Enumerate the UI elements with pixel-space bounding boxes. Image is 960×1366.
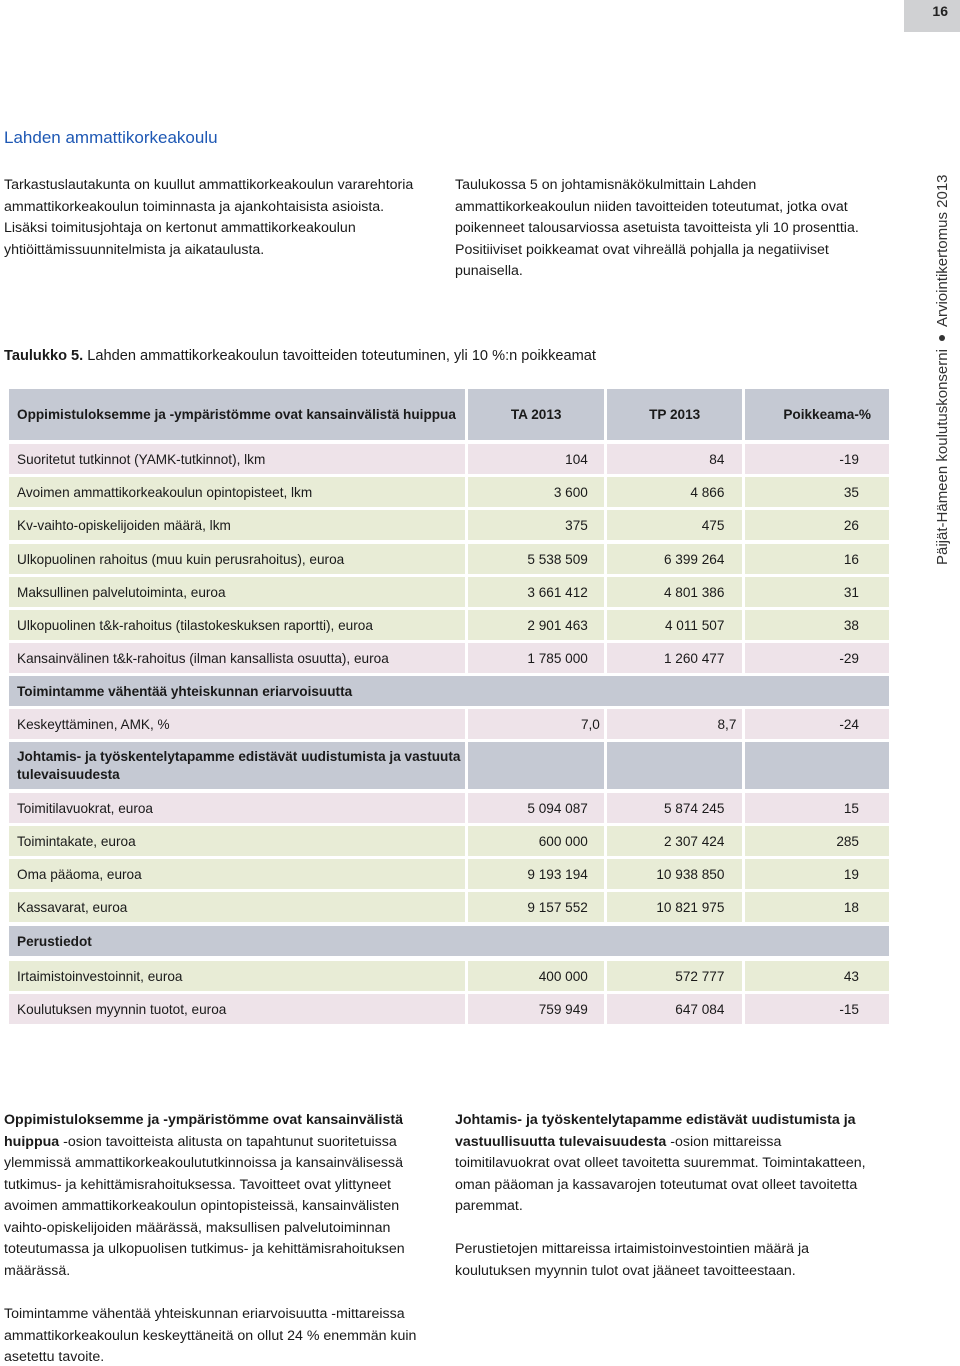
row-ta: 400 000	[468, 961, 604, 991]
section-title: Perustiedot	[9, 926, 889, 956]
section-title: Toimintamme vähentää yhteiskunnan eriarvoisuutta	[9, 676, 889, 706]
caption-text: Lahden ammattikorkeakoulun tavoitteiden toteutuminen, yli 10 %:n poikkeamat	[87, 348, 596, 364]
row-ta: 3 661 412	[468, 577, 604, 607]
table-row	[9, 961, 889, 991]
row-ta: 5 094 087	[468, 793, 604, 823]
bottom-left-paragraph-1	[4, 1110, 422, 1282]
paragraph-lead: Oppimistuloksemme ja -ympäristömme ovat kansainvälistä huippua	[4, 1112, 403, 1150]
header-title-cell: Oppimistuloksemme ja -ympäristömme ovat kansainvälistä huippua	[9, 389, 465, 440]
row-deviation: -15	[745, 994, 889, 1024]
bottom-right-paragraph-1	[455, 1110, 873, 1218]
table-row	[9, 610, 889, 640]
empty-cell	[745, 742, 889, 789]
side-running-header	[930, 115, 956, 565]
row-label: Kassavarat, euroa	[9, 892, 465, 922]
row-ta: 7,0	[468, 709, 604, 739]
row-deviation: 26	[745, 510, 889, 540]
table-row	[9, 643, 889, 673]
row-tp: 2 307 424	[607, 826, 743, 856]
table-header-row	[9, 389, 889, 440]
row-tp: 5 874 245	[607, 793, 743, 823]
row-label: Toimintakate, euroa	[9, 826, 465, 856]
paragraph-lead: Johtamis- ja työskentelytapamme edistävät uudistumista ja vastuullisuutta tulevaisuudesta	[455, 1112, 856, 1150]
header-tp-cell: TP 2013	[607, 389, 743, 440]
row-deviation: 31	[745, 577, 889, 607]
table-row	[9, 793, 889, 823]
caption-label: Taulukko 5.	[4, 348, 84, 364]
row-tp: 647 084	[607, 994, 743, 1024]
row-deviation: -19	[745, 444, 889, 474]
paragraph-body: -osion tavoitteista alitusta on tapahtunut suoritetuissa ylemmissä ammattikorkeakoulututkinnoissa ja kansainvälisessä tutkimus- ja kehittämisrahoituksessa. Tavoitteet ovat ylittyneet avoimen ammattikorkeakoulun opintopisteissä, kansainvälisten vaihto-opiskelijoiden määrässä, maksullisen palvelutoiminnan toteutumassa ja ulkopuolisen tutkimus- ja kehittämisrahoituksen määrässä.	[4, 1133, 405, 1279]
paragraph-body: -osion mittareissa toimitilavuokrat ovat olleet tavoitetta suuremmat. Toimintakatteen, oman pääoman ja kassavarojen toteutumat ovat olleet tavoitetta paremmat.	[455, 1133, 866, 1214]
row-tp: 4 801 386	[607, 577, 743, 607]
bottom-right-paragraph-2: Perustietojen mittareissa irtaimistoinvestointien määrä ja koulutuksen myynnin tulot ovat jääneet tavoitteestaan.	[455, 1241, 810, 1279]
row-ta: 9 193 194	[468, 859, 604, 889]
table-section-row	[9, 676, 889, 706]
bullet-dot-icon	[939, 335, 945, 341]
row-label: Ulkopuolinen rahoitus (muu kuin perusrahoitus), euroa	[9, 544, 465, 574]
table-row	[9, 994, 889, 1024]
page-number-tab	[904, 0, 960, 32]
row-label: Suoritetut tutkinnot (YAMK-tutkinnot), lkm	[9, 444, 465, 474]
row-ta: 104	[468, 444, 604, 474]
side-text-report: Arviointikertomus 2013	[934, 174, 951, 328]
section-title: Johtamis- ja työskentelytapamme edistävät uudistumista ja vastuuta tulevaisuudesta	[9, 742, 465, 789]
row-ta: 3 600	[468, 477, 604, 507]
table-section-row	[9, 742, 889, 789]
row-label: Kv-vaihto-opiskelijoiden määrä, lkm	[9, 510, 465, 540]
row-ta: 2 901 463	[468, 610, 604, 640]
row-tp: 475	[607, 510, 743, 540]
row-label: Toimitilavuokrat, euroa	[9, 793, 465, 823]
row-label: Keskeyttäminen, AMK, %	[9, 709, 465, 739]
row-tp: 6 399 264	[607, 544, 743, 574]
row-deviation: 16	[745, 544, 889, 574]
row-ta: 759 949	[468, 994, 604, 1024]
row-tp: 572 777	[607, 961, 743, 991]
table-row	[9, 544, 889, 574]
row-deviation: 38	[745, 610, 889, 640]
table-row	[9, 826, 889, 856]
table-row	[9, 709, 889, 739]
intro-left-paragraph: Tarkastuslautakunta on kuullut ammattikorkeakoulun vararehtoria ammattikorkeakoulun toiminnasta ja ajankohtaisista asioista. Lisäksi toimitusjohtaja on kertonut ammattikorkeakoulun yhtiöittämissuunnitelmista ja aikataulusta.	[4, 177, 414, 258]
row-tp: 10 821 975	[607, 892, 743, 922]
row-tp: 4 011 507	[607, 610, 743, 640]
row-tp: 4 866	[607, 477, 743, 507]
row-label: Ulkopuolinen t&k-rahoitus (tilastokeskuksen raportti), euroa	[9, 610, 465, 640]
table-section-row	[9, 926, 889, 956]
intro-right-paragraph: Taulukossa 5 on johtamisnäkökulmittain Lahden ammattikorkeakoulun niiden tavoitteiden toteutumat, jotka ovat poikenneet talousarviossa asetuista tavoitteista yli 10 prosenttia. Positiiviset poikkeamat ovat vihreällä pohjalla ja negatiiviset punaisella.	[455, 177, 859, 279]
row-deviation: 285	[745, 826, 889, 856]
table-row	[9, 444, 889, 474]
row-deviation: 19	[745, 859, 889, 889]
row-deviation: -24	[745, 709, 889, 739]
row-label: Irtaimistoinvestoinnit, euroa	[9, 961, 465, 991]
side-text-organization: Päijät-Hämeen koulutuskonserni	[934, 349, 951, 565]
section-heading: Lahden ammattikorkeakoulu	[4, 128, 218, 147]
table-row	[9, 577, 889, 607]
empty-cell	[607, 742, 743, 789]
row-label: Oma pääoma, euroa	[9, 859, 465, 889]
row-deviation: 15	[745, 793, 889, 823]
row-tp: 84	[607, 444, 743, 474]
row-label: Kansainvälinen t&k-rahoitus (ilman kansallista osuutta), euroa	[9, 643, 465, 673]
table-row	[9, 859, 889, 889]
table-row	[9, 510, 889, 540]
page-number: 16	[932, 3, 948, 19]
row-tp: 8,7	[607, 709, 743, 739]
row-tp: 1 260 477	[607, 643, 743, 673]
bottom-left-paragraph-2: Toimintamme vähentää yhteiskunnan eriarvoisuutta -mittareissa ammattikorkeakoulun keskeyttäneitä on ollut 24 % enemmän kuin asetettu tavoite.	[4, 1306, 417, 1365]
row-ta: 9 157 552	[468, 892, 604, 922]
row-tp: 10 938 850	[607, 859, 743, 889]
row-deviation: 43	[745, 961, 889, 991]
header-deviation-cell: Poikkeama-%	[745, 389, 889, 440]
row-label: Koulutuksen myynnin tuotot, euroa	[9, 994, 465, 1024]
row-deviation: -29	[745, 643, 889, 673]
row-label: Maksullinen palvelutoiminta, euroa	[9, 577, 465, 607]
empty-cell	[468, 742, 604, 789]
header-ta-cell: TA 2013	[468, 389, 604, 440]
row-ta: 1 785 000	[468, 643, 604, 673]
row-label: Avoimen ammattikorkeakoulun opintopisteet, lkm	[9, 477, 465, 507]
table-row	[9, 892, 889, 922]
row-ta: 5 538 509	[468, 544, 604, 574]
row-deviation: 18	[745, 892, 889, 922]
table-row	[9, 477, 889, 507]
row-ta: 375	[468, 510, 604, 540]
table-caption	[4, 348, 596, 364]
row-deviation: 35	[745, 477, 889, 507]
row-ta: 600 000	[468, 826, 604, 856]
